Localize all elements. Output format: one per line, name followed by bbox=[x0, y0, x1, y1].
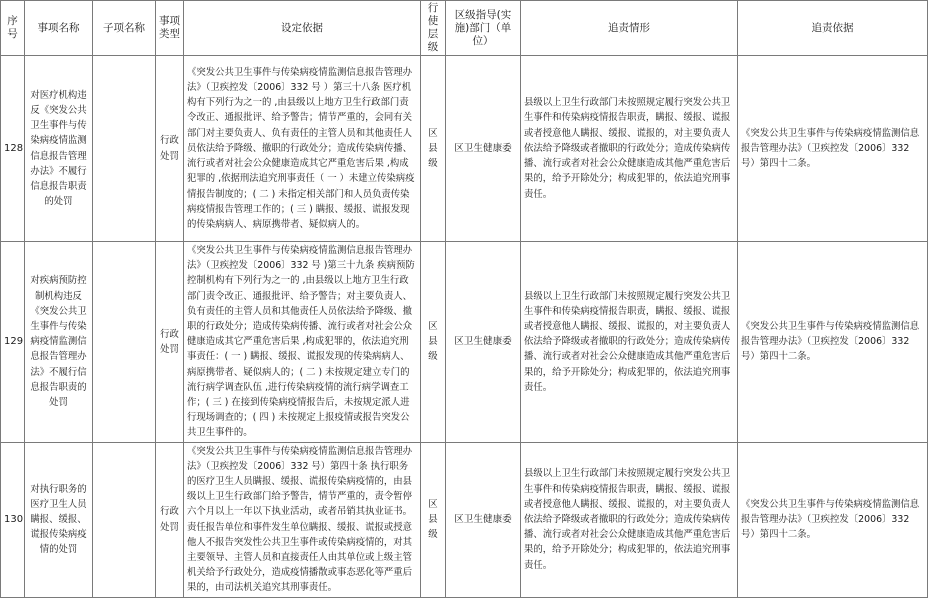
row-level: 区县级 bbox=[421, 442, 446, 597]
row-item-name: 对疾病预防控制机构违反《突发公共卫生事件与传染病疫情监测信息报告管理办法》不履行信息报告职责的处罚 bbox=[25, 242, 93, 443]
row-dept: 区卫生健康委 bbox=[446, 242, 521, 443]
row-liability-case: 县级以上卫生行政部门未按照规定履行突发公共卫生事件和传染病疫情报告职责，瞒报、缓报、谎报或者授意他人瞒报、缓报、谎报的，对主要负责人依法给予降级或者撤职的行政处分；造成传染病传播、流行或者对社会公众健康造成其他严重危害后果的，给予开除处分；构成犯罪的，依法追究刑事责任。 bbox=[521, 56, 738, 242]
row-basis: 《突发公共卫生事件与传染病疫情监测信息报告管理办法》（卫疾控发〔2006〕332 号 ）第三十八条 医疗机构有下列行为之一的 ,由县级以上地方卫生行政部门责令改正、通报批评、给予警告；情节严重的，会同有关部门对主要负责人、负有责任的主管人员和其他责任人员依法给予降级、撤职的行政处分；造成传染病传播、流行或者对社会公众健康造成其它严重危害后果 ,构成犯罪的 ,依据刑法追究刑事责任（ 一 ）未建立传染病疫情报告制度的；( 二 ) 未指定相关部门和人员负责传染病疫情报告管理工作的；( 三 ) 瞒报、缓报、谎报发现的传染病病人、病原携带者、疑似病人的。 bbox=[184, 56, 421, 242]
row-dept: 区卫生健康委 bbox=[446, 56, 521, 242]
row-level: 区县级 bbox=[421, 56, 446, 242]
row-seq: 128 bbox=[1, 56, 25, 242]
row-dept: 区卫生健康委 bbox=[446, 442, 521, 597]
row-item-type: 行政处罚 bbox=[156, 242, 184, 443]
row-item-name: 对执行职务的医疗卫生人员瞒报、缓报、谎报传染病疫情的处罚 bbox=[25, 442, 93, 597]
row-basis: 《突发公共卫生事件与传染病疫情监测信息报告管理办法》（卫疾控发〔2006〕332 号 )第三十九条 疾病预防控制机构有下列行为之一的 ,由县级以上地方卫生行政部门责令改正、通报批评、给予警告；对主要负责人、负有责任的主管人员和其他责任人员依法给予降级、撤职的行政处分；造成传染病传播、流行或者对社会公众健康造成其它严重危害后果 ,构成犯罪的，依法追究刑事责任：( 一 ) 瞒报、缓报、谎报发现的传染病病人、病原携带者、疑似病人的；( 二 ) 未按规定建立专门的流行病学调查队伍 ,进行传染病疫情的流行病学调查工作；( 三 ) 在接到传染病疫情报告后，未按规定派人进行现场调查的；( 四 ) 未按规定上报疫情或报告突发公共卫生事件的。 bbox=[184, 242, 421, 443]
row-liability-basis: 《突发公共卫生事件与传染病疫情监测信息报告管理办法》（卫疾控发〔2006〕332 号）第四十二条。 bbox=[738, 242, 928, 443]
row-basis: 《突发公共卫生事件与传染病疫情监测信息报告管理办法》（卫疾控发〔2006〕332 号）第四十条 执行职务的医疗卫生人员瞒报、缓报、谎报传染病疫情的，由县级以上卫生行政部门给予警告，情节严重的，责令暂停六个月以上一年以下执业活动，或者吊销其执业证书。责任报告单位和事件发生单位瞒报、缓报、谎报或授意他人不报告突发性公共卫生事件或传染病疫情的，对其主要领导、主管人员和直接责任人由其单位或上级主管机关给予行政处分，造成疫情播散或事态恶化等严重后果的，由司法机关追究其刑事责任。 bbox=[184, 442, 421, 597]
header-item-name: 事项名称 bbox=[25, 1, 93, 56]
row-item-type: 行政处罚 bbox=[156, 56, 184, 242]
row-liability-case: 县级以上卫生行政部门未按照规定履行突发公共卫生事件和传染病疫情报告职责，瞒报、缓报、谎报或者授意他人瞒报、缓报、谎报的，对主要负责人依法给予降级或者撤职的行政处分；造成传染病传播、流行或者对社会公众健康造成其他严重危害后果的，给予开除处分；构成犯罪的，依法追究刑事责任。 bbox=[521, 442, 738, 597]
row-sub-item-name bbox=[93, 442, 156, 597]
header-basis: 设定依据 bbox=[184, 1, 421, 56]
header-liability-basis: 追责依据 bbox=[738, 1, 928, 56]
header-dept: 区级指导(实施)部门（单位） bbox=[446, 1, 521, 56]
row-seq: 129 bbox=[1, 242, 25, 443]
header-item-type: 事项类型 bbox=[156, 1, 184, 56]
row-seq: 130 bbox=[1, 442, 25, 597]
row-liability-basis: 《突发公共卫生事件与传染病疫情监测信息报告管理办法》（卫疾控发〔2006〕332 号）第四十二条。 bbox=[738, 56, 928, 242]
row-item-name: 对医疗机构违反《突发公共卫生事件与传染病疫情监测信息报告管理办法》不履行信息报告职责的处罚 bbox=[25, 56, 93, 242]
row-sub-item-name bbox=[93, 56, 156, 242]
header-seq: 序号 bbox=[1, 1, 25, 56]
table-row bbox=[1, 442, 928, 597]
row-liability-basis: 《突发公共卫生事件与传染病疫情监测信息报告管理办法》（卫疾控发〔2006〕332 号）第四十二条。 bbox=[738, 442, 928, 597]
header-sub-item-name: 子项名称 bbox=[93, 1, 156, 56]
row-liability-case: 县级以上卫生行政部门未按照规定履行突发公共卫生事件和传染病疫情报告职责，瞒报、缓报、谎报或者授意他人瞒报、缓报、谎报的，对主要负责人依法给予降级或者撤职的行政处分；造成传染病传播、流行或者对社会公众健康造成其他严重危害后果的，给予开除处分；构成犯罪的，依法追究刑事责任。 bbox=[521, 242, 738, 443]
row-sub-item-name bbox=[93, 242, 156, 443]
table-row bbox=[1, 56, 928, 242]
header-liability-case: 追责情形 bbox=[521, 1, 738, 56]
header-row bbox=[1, 1, 928, 56]
row-item-type: 行政处罚 bbox=[156, 442, 184, 597]
header-level: 行使层级 bbox=[421, 1, 446, 56]
table-row bbox=[1, 242, 928, 443]
row-level: 区县级 bbox=[421, 242, 446, 443]
